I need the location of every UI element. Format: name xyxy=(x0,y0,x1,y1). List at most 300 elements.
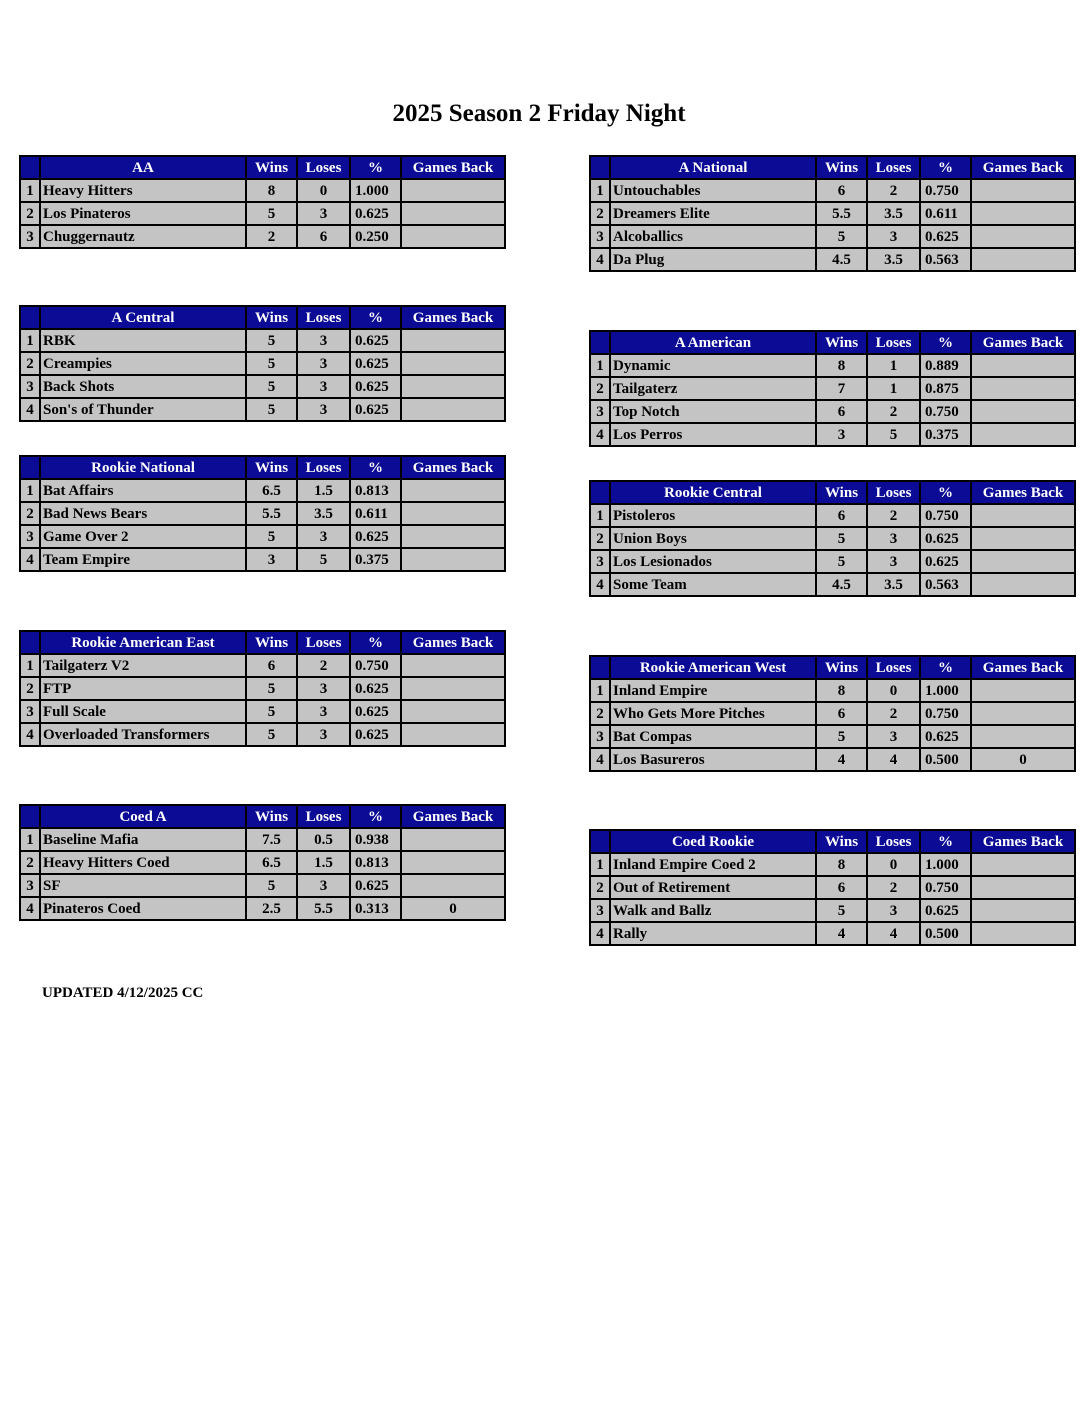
rank-header xyxy=(590,331,610,354)
division-table-a-national xyxy=(589,155,1076,272)
wins-cell: 8 xyxy=(816,853,867,876)
games-back-cell xyxy=(401,398,505,421)
pct-cell: 0.375 xyxy=(920,423,971,446)
rank-cell: 3 xyxy=(20,525,40,548)
loses-cell: 2 xyxy=(867,400,920,423)
loses-cell: 3 xyxy=(297,874,350,897)
games-back-cell xyxy=(971,400,1075,423)
rank-cell: 1 xyxy=(20,654,40,677)
pct-cell: 0.889 xyxy=(920,354,971,377)
rank-header xyxy=(20,156,40,179)
table-row xyxy=(590,550,1075,573)
rank-header xyxy=(20,456,40,479)
pct-cell: 0.750 xyxy=(920,400,971,423)
table-row xyxy=(590,400,1075,423)
pct-cell: 0.563 xyxy=(920,248,971,271)
games-back-cell xyxy=(401,179,505,202)
table-row xyxy=(590,504,1075,527)
wins-cell: 5.5 xyxy=(816,202,867,225)
loses-cell: 3 xyxy=(297,700,350,723)
team-name: Tailgaterz V2 xyxy=(40,654,246,677)
team-name: Top Notch xyxy=(610,400,816,423)
wins-cell: 5 xyxy=(246,700,297,723)
games-back-cell xyxy=(971,702,1075,725)
team-name: Inland Empire xyxy=(610,679,816,702)
rank-cell: 3 xyxy=(20,375,40,398)
wins-header: Wins xyxy=(816,830,867,853)
rank-cell: 1 xyxy=(20,179,40,202)
table-row xyxy=(590,702,1075,725)
rank-cell: 4 xyxy=(20,398,40,421)
header-row xyxy=(590,656,1075,679)
header-row xyxy=(20,631,505,654)
loses-cell: 6 xyxy=(297,225,350,248)
loses-cell: 0.5 xyxy=(297,828,350,851)
wins-header: Wins xyxy=(246,805,297,828)
wins-header: Wins xyxy=(816,156,867,179)
loses-header: Loses xyxy=(867,656,920,679)
games-back-header: Games Back xyxy=(401,631,505,654)
wins-cell: 6 xyxy=(816,400,867,423)
pct-cell: 0.611 xyxy=(920,202,971,225)
team-name: FTP xyxy=(40,677,246,700)
rank-cell: 2 xyxy=(590,202,610,225)
games-back-cell xyxy=(971,354,1075,377)
division-table-rookie-national xyxy=(19,455,506,572)
wins-header: Wins xyxy=(246,156,297,179)
team-name: Some Team xyxy=(610,573,816,596)
team-name: Da Plug xyxy=(610,248,816,271)
loses-header: Loses xyxy=(867,481,920,504)
division-table-rookie-american-west xyxy=(589,655,1076,772)
games-back-cell xyxy=(401,548,505,571)
loses-cell: 3 xyxy=(867,225,920,248)
pct-cell: 0.625 xyxy=(920,725,971,748)
loses-cell: 2 xyxy=(867,504,920,527)
loses-header: Loses xyxy=(867,156,920,179)
rank-cell: 4 xyxy=(590,922,610,945)
division-name: Rookie Central xyxy=(610,481,816,504)
wins-cell: 8 xyxy=(816,354,867,377)
wins-cell: 5 xyxy=(246,525,297,548)
wins-cell: 5 xyxy=(246,398,297,421)
wins-cell: 3 xyxy=(816,423,867,446)
rank-cell: 1 xyxy=(590,179,610,202)
loses-cell: 0 xyxy=(867,853,920,876)
loses-cell: 3 xyxy=(297,352,350,375)
games-back-header: Games Back xyxy=(401,156,505,179)
wins-header: Wins xyxy=(246,306,297,329)
table-row xyxy=(590,248,1075,271)
rank-cell: 3 xyxy=(20,874,40,897)
loses-cell: 1 xyxy=(867,377,920,400)
division-table-a-american xyxy=(589,330,1076,447)
table-row xyxy=(590,225,1075,248)
team-name: Inland Empire Coed 2 xyxy=(610,853,816,876)
division-table-rookie-american-east xyxy=(19,630,506,747)
table-row xyxy=(20,828,505,851)
wins-cell: 6.5 xyxy=(246,851,297,874)
team-name: Creampies xyxy=(40,352,246,375)
team-name: Full Scale xyxy=(40,700,246,723)
rank-cell: 2 xyxy=(590,876,610,899)
team-name: Overloaded Transformers xyxy=(40,723,246,746)
wins-cell: 6 xyxy=(816,702,867,725)
pct-cell: 0.625 xyxy=(350,700,401,723)
team-name: Out of Retirement xyxy=(610,876,816,899)
table-row xyxy=(20,525,505,548)
division-table-rookie-central xyxy=(589,480,1076,597)
pct-cell: 0.625 xyxy=(920,899,971,922)
games-back-header: Games Back xyxy=(971,481,1075,504)
table-row xyxy=(590,853,1075,876)
pct-cell: 0.250 xyxy=(350,225,401,248)
table-row xyxy=(20,398,505,421)
team-name: Tailgaterz xyxy=(610,377,816,400)
wins-cell: 4 xyxy=(816,748,867,771)
games-back-cell xyxy=(401,723,505,746)
loses-cell: 5 xyxy=(867,423,920,446)
division-name: Rookie National xyxy=(40,456,246,479)
table-row xyxy=(20,375,505,398)
wins-cell: 5 xyxy=(246,329,297,352)
pct-header: % xyxy=(920,830,971,853)
updated-note: UPDATED 4/12/2025 CC xyxy=(42,985,204,1001)
team-name: Untouchables xyxy=(610,179,816,202)
table-row xyxy=(590,527,1075,550)
loses-cell: 3 xyxy=(867,725,920,748)
pct-cell: 0.625 xyxy=(350,723,401,746)
team-name: Pistoleros xyxy=(610,504,816,527)
team-name: Back Shots xyxy=(40,375,246,398)
table-row xyxy=(20,179,505,202)
wins-cell: 3 xyxy=(246,548,297,571)
team-name: Alcoballics xyxy=(610,225,816,248)
table-row xyxy=(20,677,505,700)
loses-cell: 2 xyxy=(867,876,920,899)
loses-cell: 3.5 xyxy=(867,202,920,225)
wins-cell: 8 xyxy=(816,679,867,702)
wins-cell: 4.5 xyxy=(816,573,867,596)
rank-cell: 1 xyxy=(20,828,40,851)
pct-header: % xyxy=(920,156,971,179)
loses-header: Loses xyxy=(297,306,350,329)
loses-cell: 3 xyxy=(297,677,350,700)
games-back-header: Games Back xyxy=(401,456,505,479)
games-back-cell xyxy=(971,423,1075,446)
team-name: Union Boys xyxy=(610,527,816,550)
division-name: A National xyxy=(610,156,816,179)
table-row xyxy=(590,899,1075,922)
rank-header xyxy=(20,631,40,654)
team-name: Bat Affairs xyxy=(40,479,246,502)
team-name: Baseline Mafia xyxy=(40,828,246,851)
rank-cell: 2 xyxy=(20,202,40,225)
wins-header: Wins xyxy=(816,656,867,679)
wins-header: Wins xyxy=(816,481,867,504)
pct-cell: 1.000 xyxy=(920,853,971,876)
pct-cell: 0.625 xyxy=(350,329,401,352)
pct-cell: 1.000 xyxy=(920,679,971,702)
pct-cell: 0.750 xyxy=(350,654,401,677)
wins-cell: 5.5 xyxy=(246,502,297,525)
pct-cell: 0.625 xyxy=(920,550,971,573)
loses-cell: 3.5 xyxy=(297,502,350,525)
games-back-cell xyxy=(971,504,1075,527)
team-name: Pinateros Coed xyxy=(40,897,246,920)
loses-cell: 1.5 xyxy=(297,479,350,502)
rank-header xyxy=(590,830,610,853)
loses-cell: 3.5 xyxy=(867,573,920,596)
games-back-cell xyxy=(401,828,505,851)
games-back-cell xyxy=(971,679,1075,702)
games-back-cell xyxy=(401,352,505,375)
rank-cell: 4 xyxy=(20,723,40,746)
rank-cell: 3 xyxy=(590,899,610,922)
pct-cell: 0.625 xyxy=(350,398,401,421)
loses-cell: 1.5 xyxy=(297,851,350,874)
division-table-coed-rookie xyxy=(589,829,1076,946)
table-row xyxy=(20,723,505,746)
wins-header: Wins xyxy=(816,331,867,354)
loses-cell: 2 xyxy=(867,179,920,202)
team-name: Team Empire xyxy=(40,548,246,571)
loses-cell: 3 xyxy=(297,329,350,352)
header-row xyxy=(20,805,505,828)
table-row xyxy=(20,225,505,248)
team-name: Los Perros xyxy=(610,423,816,446)
header-row xyxy=(590,481,1075,504)
games-back-header: Games Back xyxy=(401,805,505,828)
rank-cell: 4 xyxy=(20,897,40,920)
loses-header: Loses xyxy=(297,631,350,654)
rank-cell: 2 xyxy=(590,377,610,400)
rank-cell: 2 xyxy=(590,527,610,550)
rank-cell: 4 xyxy=(590,248,610,271)
games-back-cell xyxy=(971,922,1075,945)
wins-cell: 5 xyxy=(246,202,297,225)
division-table-aa xyxy=(19,155,506,249)
pct-cell: 0.500 xyxy=(920,922,971,945)
wins-header: Wins xyxy=(246,456,297,479)
loses-cell: 3 xyxy=(867,527,920,550)
pct-cell: 0.625 xyxy=(350,525,401,548)
games-back-cell xyxy=(401,874,505,897)
team-name: Los Lesionados xyxy=(610,550,816,573)
games-back-cell xyxy=(971,248,1075,271)
division-name: Coed Rookie xyxy=(610,830,816,853)
wins-header: Wins xyxy=(246,631,297,654)
table-row xyxy=(20,654,505,677)
table-row xyxy=(20,897,505,920)
division-name: A American xyxy=(610,331,816,354)
rank-header xyxy=(590,156,610,179)
pct-cell: 0.875 xyxy=(920,377,971,400)
games-back-cell xyxy=(401,700,505,723)
table-row xyxy=(20,502,505,525)
loses-cell: 1 xyxy=(867,354,920,377)
pct-cell: 0.813 xyxy=(350,851,401,874)
rank-cell: 1 xyxy=(590,853,610,876)
table-row xyxy=(590,354,1075,377)
team-name: Heavy Hitters xyxy=(40,179,246,202)
table-row xyxy=(20,874,505,897)
wins-cell: 5 xyxy=(816,225,867,248)
pct-cell: 0.750 xyxy=(920,504,971,527)
header-row xyxy=(20,306,505,329)
team-name: Who Gets More Pitches xyxy=(610,702,816,725)
rank-cell: 3 xyxy=(590,725,610,748)
rank-cell: 3 xyxy=(20,225,40,248)
wins-cell: 7.5 xyxy=(246,828,297,851)
pct-cell: 0.625 xyxy=(350,202,401,225)
wins-cell: 5 xyxy=(246,352,297,375)
wins-cell: 5 xyxy=(246,874,297,897)
games-back-cell: 0 xyxy=(971,748,1075,771)
loses-cell: 4 xyxy=(867,748,920,771)
loses-header: Loses xyxy=(297,805,350,828)
wins-cell: 5 xyxy=(816,550,867,573)
rank-cell: 3 xyxy=(20,700,40,723)
pct-cell: 0.750 xyxy=(920,876,971,899)
rank-cell: 2 xyxy=(590,702,610,725)
wins-cell: 6 xyxy=(816,876,867,899)
loses-cell: 2 xyxy=(297,654,350,677)
rank-cell: 2 xyxy=(20,677,40,700)
pct-cell: 0.625 xyxy=(920,527,971,550)
pct-cell: 0.750 xyxy=(920,702,971,725)
wins-cell: 8 xyxy=(246,179,297,202)
team-name: Dynamic xyxy=(610,354,816,377)
rank-cell: 4 xyxy=(590,423,610,446)
games-back-cell xyxy=(401,525,505,548)
wins-cell: 7 xyxy=(816,377,867,400)
rank-cell: 1 xyxy=(590,679,610,702)
team-name: SF xyxy=(40,874,246,897)
team-name: Game Over 2 xyxy=(40,525,246,548)
loses-header: Loses xyxy=(297,456,350,479)
games-back-cell xyxy=(971,527,1075,550)
table-row xyxy=(590,423,1075,446)
table-row xyxy=(20,329,505,352)
loses-header: Loses xyxy=(867,830,920,853)
division-name: Coed A xyxy=(40,805,246,828)
loses-cell: 5.5 xyxy=(297,897,350,920)
pct-header: % xyxy=(350,631,401,654)
loses-cell: 5 xyxy=(297,548,350,571)
team-name: Bad News Bears xyxy=(40,502,246,525)
rank-header xyxy=(20,306,40,329)
games-back-cell xyxy=(971,573,1075,596)
loses-cell: 3 xyxy=(297,398,350,421)
loses-cell: 4 xyxy=(867,922,920,945)
wins-cell: 4.5 xyxy=(816,248,867,271)
loses-cell: 0 xyxy=(867,679,920,702)
games-back-cell xyxy=(401,375,505,398)
table-row xyxy=(590,573,1075,596)
loses-cell: 0 xyxy=(297,179,350,202)
loses-cell: 3 xyxy=(297,525,350,548)
table-row xyxy=(590,922,1075,945)
rank-cell: 4 xyxy=(20,548,40,571)
games-back-cell: 0 xyxy=(401,897,505,920)
games-back-cell xyxy=(401,329,505,352)
table-row xyxy=(590,377,1075,400)
table-row xyxy=(20,352,505,375)
loses-cell: 3 xyxy=(867,899,920,922)
team-name: Los Pinateros xyxy=(40,202,246,225)
games-back-header: Games Back xyxy=(971,656,1075,679)
team-name: Chuggernautz xyxy=(40,225,246,248)
wins-cell: 5 xyxy=(246,723,297,746)
header-row xyxy=(590,331,1075,354)
pct-cell: 0.750 xyxy=(920,179,971,202)
games-back-header: Games Back xyxy=(401,306,505,329)
table-row xyxy=(20,700,505,723)
wins-cell: 2.5 xyxy=(246,897,297,920)
rank-cell: 1 xyxy=(590,504,610,527)
games-back-cell xyxy=(971,550,1075,573)
team-name: Dreamers Elite xyxy=(610,202,816,225)
rank-header xyxy=(20,805,40,828)
pct-header: % xyxy=(920,331,971,354)
rank-cell: 2 xyxy=(20,352,40,375)
games-back-cell xyxy=(401,851,505,874)
rank-cell: 4 xyxy=(590,573,610,596)
games-back-header: Games Back xyxy=(971,830,1075,853)
team-name: Bat Compas xyxy=(610,725,816,748)
table-row xyxy=(590,876,1075,899)
pct-header: % xyxy=(920,656,971,679)
pct-cell: 0.611 xyxy=(350,502,401,525)
pct-cell: 0.813 xyxy=(350,479,401,502)
pct-cell: 0.563 xyxy=(920,573,971,596)
division-name: AA xyxy=(40,156,246,179)
header-row xyxy=(590,830,1075,853)
wins-cell: 6 xyxy=(246,654,297,677)
division-name: Rookie American West xyxy=(610,656,816,679)
division-name: A Central xyxy=(40,306,246,329)
wins-cell: 5 xyxy=(816,899,867,922)
games-back-cell xyxy=(971,725,1075,748)
wins-cell: 6 xyxy=(816,179,867,202)
division-name: Rookie American East xyxy=(40,631,246,654)
pct-cell: 0.625 xyxy=(350,677,401,700)
games-back-cell xyxy=(971,179,1075,202)
table-row xyxy=(590,179,1075,202)
table-row xyxy=(590,202,1075,225)
games-back-cell xyxy=(971,377,1075,400)
team-name: Heavy Hitters Coed xyxy=(40,851,246,874)
games-back-cell xyxy=(401,225,505,248)
rank-cell: 3 xyxy=(590,225,610,248)
wins-cell: 5 xyxy=(246,375,297,398)
rank-header xyxy=(590,656,610,679)
pct-cell: 1.000 xyxy=(350,179,401,202)
team-name: Walk and Ballz xyxy=(610,899,816,922)
team-name: Los Basureros xyxy=(610,748,816,771)
rank-cell: 2 xyxy=(20,502,40,525)
wins-cell: 6.5 xyxy=(246,479,297,502)
table-row xyxy=(20,479,505,502)
wins-cell: 5 xyxy=(246,677,297,700)
wins-cell: 2 xyxy=(246,225,297,248)
games-back-cell xyxy=(401,202,505,225)
rank-header xyxy=(590,481,610,504)
games-back-cell xyxy=(971,899,1075,922)
pct-header: % xyxy=(350,456,401,479)
games-back-cell xyxy=(971,225,1075,248)
